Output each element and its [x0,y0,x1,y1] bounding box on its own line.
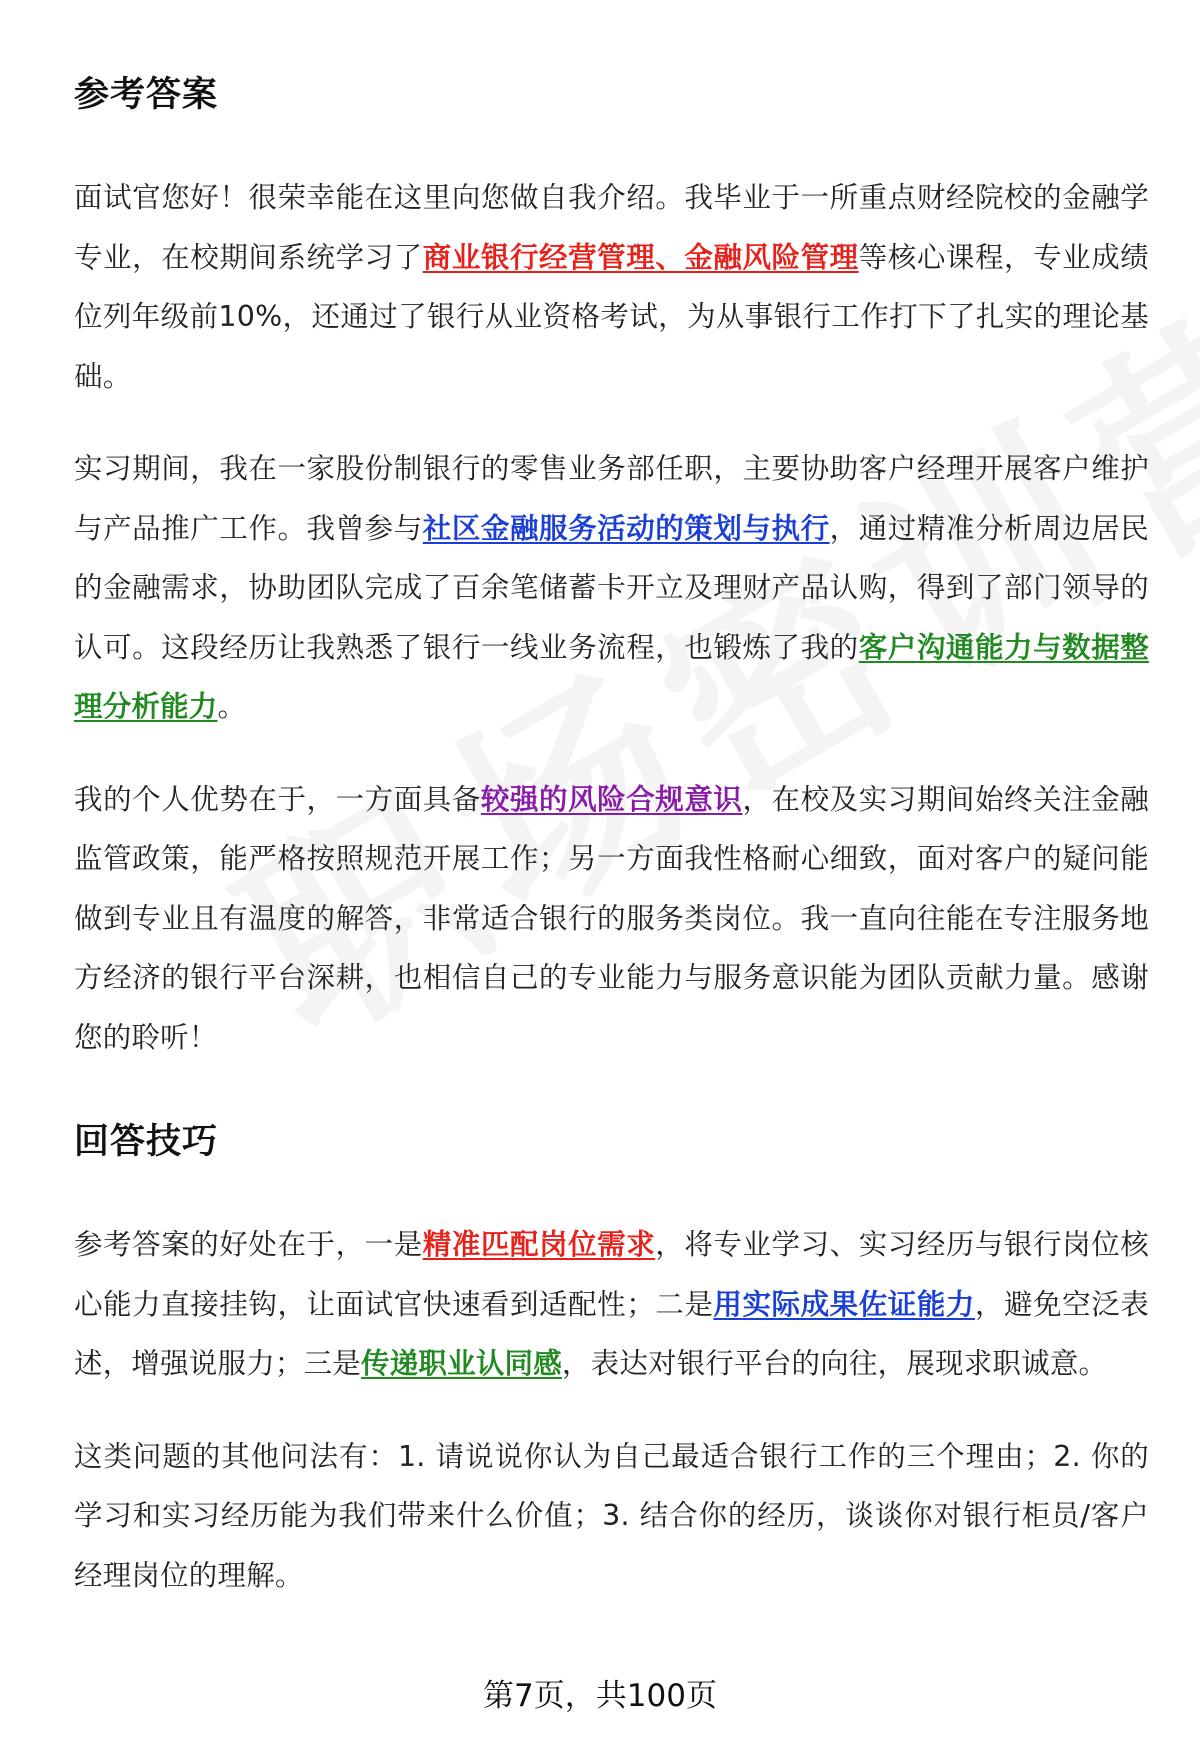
highlight-career-identity: 传递职业认同感 [361,1347,562,1380]
paragraph-internship [74,439,1149,737]
text-segment: ，避免空泛表述，增强说服力；三是 [74,1287,1150,1380]
text-segment: ，通过精准分析周边居民的金融需求，协助团队完成了百余笔储蓄卡开立及理财产品认购，得到了部门领导的认可。这段经历让我熟悉了银行一线业务流程，也锻炼了我的 [74,511,1149,664]
highlight-community-activity: 社区金融服务活动的策划与执行 [422,511,830,545]
text-segment: 参考答案的好处在于，一是 [74,1228,423,1261]
page-number: 第7页，共100页 [483,1678,717,1714]
highlight-prove-ability: 用实际成果佐证能力 [713,1287,975,1321]
text-segment: 等核心课程，专业成绩位列年级前10%，还通过了银行从业资格考试，为从事银行工作打下了扎实的理论基础。 [74,240,1149,393]
paragraph-other-questions [74,1427,1149,1606]
text-segment: ，在校及实习期间始终关注金融监管政策，能严格按照规范开展工作；另一方面我性格耐心细致，面对客户的疑问能做到专业且有温度的解答，非常适合银行的服务类岗位。我一直向往能在专注服务地方经济的银行平台深耕，也相信自己的专业能力与服务意识能为团队贡献力量。感谢您的聆听！ [74,782,1149,1054]
highlight-courses: 商业银行经营管理、金融风险管理 [422,240,859,274]
text-segment: 。 [217,690,247,723]
paragraph-education [74,168,1149,406]
text-segment: ，表达对银行平台的向往，展现求职诚意。 [561,1347,1108,1380]
text-segment: ，将专业学习、实习经历与银行岗位核心能力直接挂钩，让面试官快速看到适配性；二是 [74,1228,1149,1321]
text-segment: 我的个人优势在于，一方面具备 [74,782,481,816]
section-title-answer-tips: 回答技巧 [74,1122,219,1162]
highlight-match-requirements: 精准匹配岗位需求 [422,1228,656,1261]
highlight-communication-skills: 客户沟通能力与数据整理分析能力 [74,630,1149,723]
document-page [74,60,1149,1605]
section-title-reference-answer: 参考答案 [74,75,219,115]
paragraph-tips [74,1215,1149,1394]
highlight-risk-awareness: 较强的风险合规意识 [480,782,743,816]
paragraph-strengths [74,770,1149,1068]
text-segment: 实习期间，我在一家股份制银行的零售业务部任职，主要协助客户经理开展客户维护与产品推广工作。我曾参与 [74,452,1149,545]
text-segment: 这类问题的其他问法有：1. 请说说你认为自己最适合银行工作的三个理由；2. 你的学习和实习经历能为我们带来什么价值；3. 结合你的经历，谈谈你对银行柜员/客户经理岗位的理解。 [74,1439,1149,1592]
text-segment: 面试官您好！很荣幸能在这里向您做自我介绍。我毕业于一所重点财经院校的金融学专业，在校期间系统学习了 [74,181,1149,274]
